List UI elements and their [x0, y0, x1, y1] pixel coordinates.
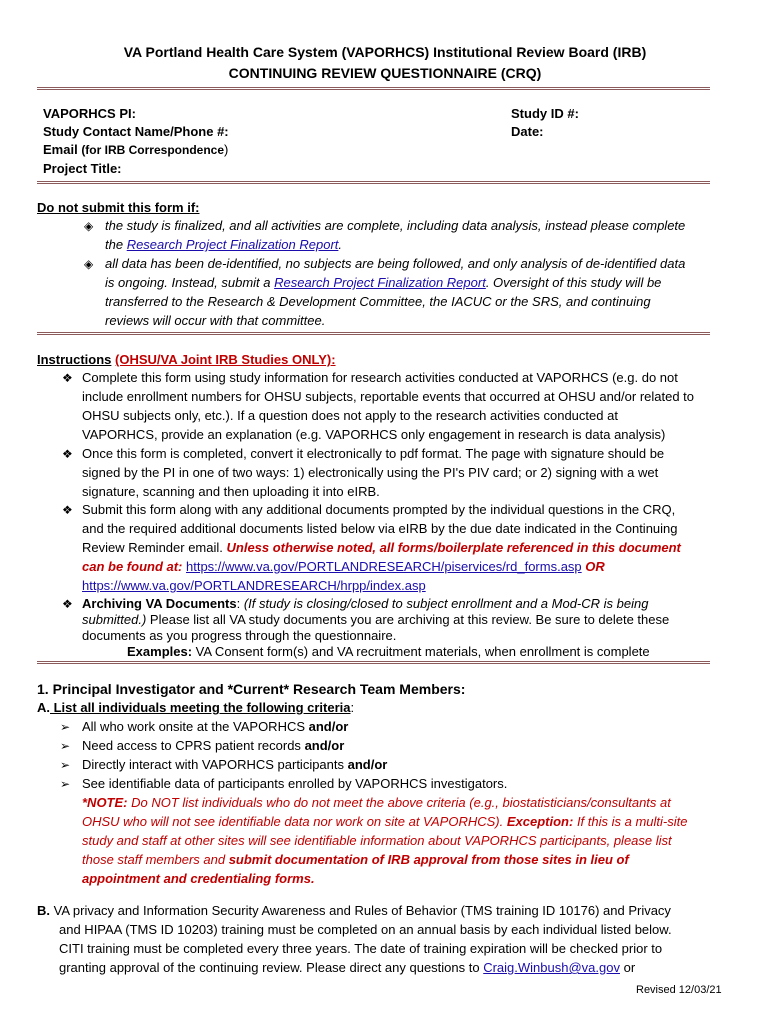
- instruction-4-line1: Archiving VA Documents: (If study is closing/closed to subject enrollment and a Mod-CR is being: [82, 596, 649, 611]
- finalization-report-link[interactable]: Research Project Finalization Report: [274, 275, 486, 290]
- study-id-label: Study ID #:: [511, 106, 579, 121]
- instruction-1-line3: OHSU subjects only, etc.). If a question does not apply to the research activities conducted at: [82, 408, 618, 423]
- instruction-3-line5: [82, 578, 426, 593]
- instruction-4-line2: submitted.) Please list all VA study documents you are archiving at this review. Be sure to delete these: [82, 612, 670, 627]
- form-title-line1: VA Portland Health Care System (VAPORHCS) Institutional Review Board (IRB): [123, 44, 647, 60]
- section-1b-line3: CITI training must be completed every three years. The date of training expiration will be checked prior to: [59, 941, 663, 956]
- date-label: Date:: [511, 124, 544, 139]
- section-1-heading: 1. Principal Investigator and *Current* Research Team Members:: [37, 681, 466, 697]
- do-not-item-2-line2: is ongoing. Instead, submit a Research Project Finalization Report. Oversight of this study will be: [105, 275, 662, 290]
- do-not-item-1-line1: the study is finalized, and all activities are complete, including data analysis, instead please complete: [105, 218, 686, 233]
- instruction-3-line2: and the required additional documents listed below via eIRB by the due date indicated in the Continuing: [82, 521, 678, 536]
- do-not-item-2-line3: transferred to the Research & Development Committee, the IACUC or the SRS, and continuing: [105, 294, 651, 309]
- star-bullet-icon: ❖: [62, 371, 73, 385]
- criteria-item-4: See identifiable data of participants enrolled by VAPORHCS investigators.: [82, 776, 508, 791]
- contact-label: Study Contact Name/Phone #:: [43, 124, 229, 139]
- instructions-divider: [37, 661, 710, 664]
- email-label: Email (for IRB Correspondence): [43, 142, 229, 157]
- examples-line: Examples: VA Consent form(s) and VA recruitment materials, when enrollment is complete: [127, 644, 650, 659]
- section-1b-line2: and HIPAA (TMS ID 10203) training must be completed on an annual basis by each individual listed below.: [59, 922, 672, 937]
- instruction-3-line1: Submit this form along with any additional documents prompted by the individual questions in the CRQ,: [82, 502, 676, 517]
- note-line4: those staff members and submit documentation of IRB approval from those sites in lieu of: [82, 852, 629, 867]
- contact-email-link[interactable]: Craig.Winbush@va.gov: [483, 960, 620, 975]
- star-bullet-icon: ❖: [62, 503, 73, 517]
- criteria-item-3: Directly interact with VAPORHCS participants and/or: [82, 757, 388, 772]
- do-not-item-2-line4: reviews will occur with that committee.: [105, 313, 326, 328]
- instruction-1-line1: Complete this form using study information for research activities conducted at VAPORHCS (e.g. do not: [82, 370, 678, 385]
- criteria-item-1: All who work onsite at the VAPORHCS and/or: [82, 719, 349, 734]
- project-title-label: Project Title:: [43, 161, 122, 176]
- star-bullet-icon: ❖: [62, 597, 73, 611]
- instruction-2-line2: signed by the PI in one of two ways: 1) electronically using the PI's PIV card; or 2) signing with a wet: [82, 465, 659, 480]
- form-title-line2: CONTINUING REVIEW QUESTIONNAIRE (CRQ): [228, 65, 542, 81]
- star-bullet-icon: ❖: [62, 447, 73, 461]
- section-1a-heading: A. List all individuals meeting the following criteria:: [37, 700, 355, 715]
- section-1b-line1: B. VA privacy and Information Security Awareness and Rules of Behavior (TMS training ID 10176) and Privacy: [37, 903, 671, 918]
- arrow-bullet-icon: ➢: [60, 720, 71, 734]
- instruction-3-line4: can be found at: https://www.va.gov/PORTLANDRESEARCH/piservices/rd_forms.asp OR: [82, 559, 605, 574]
- diamond-bullet-icon: ◈: [84, 219, 94, 233]
- info-divider: [37, 181, 710, 184]
- arrow-bullet-icon: ➢: [60, 739, 71, 753]
- instruction-2-line1: Once this form is completed, convert it electronically to pdf format. The page with signature should be: [82, 446, 665, 461]
- revision-date: Revised 12/03/21: [636, 984, 722, 996]
- hrpp-index-link[interactable]: https://www.va.gov/PORTLANDRESEARCH/hrpp/index.asp: [82, 578, 426, 593]
- note-line5: appointment and credentialing forms.: [82, 871, 315, 886]
- do-not-item-2-line1: all data has been de-identified, no subjects are being followed, and only analysis of de-identified data: [105, 256, 686, 271]
- pi-label: VAPORHCS PI:: [43, 106, 136, 121]
- instruction-4-line3: documents as you progress through the questionnaire.: [82, 628, 397, 643]
- title-divider: [37, 87, 710, 90]
- rd-forms-link[interactable]: https://www.va.gov/PORTLANDRESEARCH/piservices/rd_forms.asp: [186, 559, 582, 574]
- arrow-bullet-icon: ➢: [60, 777, 71, 791]
- instruction-1-line2: include enrollment numbers for OHSU subjects, reportable events that occurred at OHSU and/or related to: [82, 389, 695, 404]
- instruction-3-line3: Review Reminder email. Unless otherwise noted, all forms/boilerplate referenced in this document: [82, 540, 681, 555]
- note-line3: study and staff at other sites will see identifiable information about VAPORHCS participants, please list: [82, 833, 672, 848]
- do-not-item-1-line2: the Research Project Finalization Report.: [105, 237, 343, 252]
- instruction-1-line4: VAPORHCS, provide an explanation (e.g. VAPORHCS only engagement in research is data analysis): [82, 427, 666, 442]
- instruction-2-line3: signature, scanning and then uploading it into eIRB.: [82, 484, 380, 499]
- finalization-report-link[interactable]: Research Project Finalization Report: [126, 237, 339, 252]
- section-1b-line4: granting approval of the continuing review. Please direct any questions to Craig.Winbush@va.gov or: [59, 960, 636, 975]
- do-not-submit-heading: Do not submit this form if:: [37, 200, 200, 215]
- diamond-bullet-icon: ◈: [84, 257, 94, 271]
- note-line1: *NOTE: Do NOT list individuals who do not meet the above criteria (e.g., biostatisticians/consultants at: [82, 795, 671, 810]
- do-not-divider: [37, 332, 710, 335]
- instructions-heading: Instructions (OHSU/VA Joint IRB Studies ONLY):: [37, 352, 336, 367]
- arrow-bullet-icon: ➢: [60, 758, 71, 772]
- note-line2: OHSU who will not see identifiable data nor work on site at VAPORHCS). Exception: If this is a multi-site: [82, 814, 688, 829]
- criteria-item-2: Need access to CPRS patient records and/or: [82, 738, 345, 753]
